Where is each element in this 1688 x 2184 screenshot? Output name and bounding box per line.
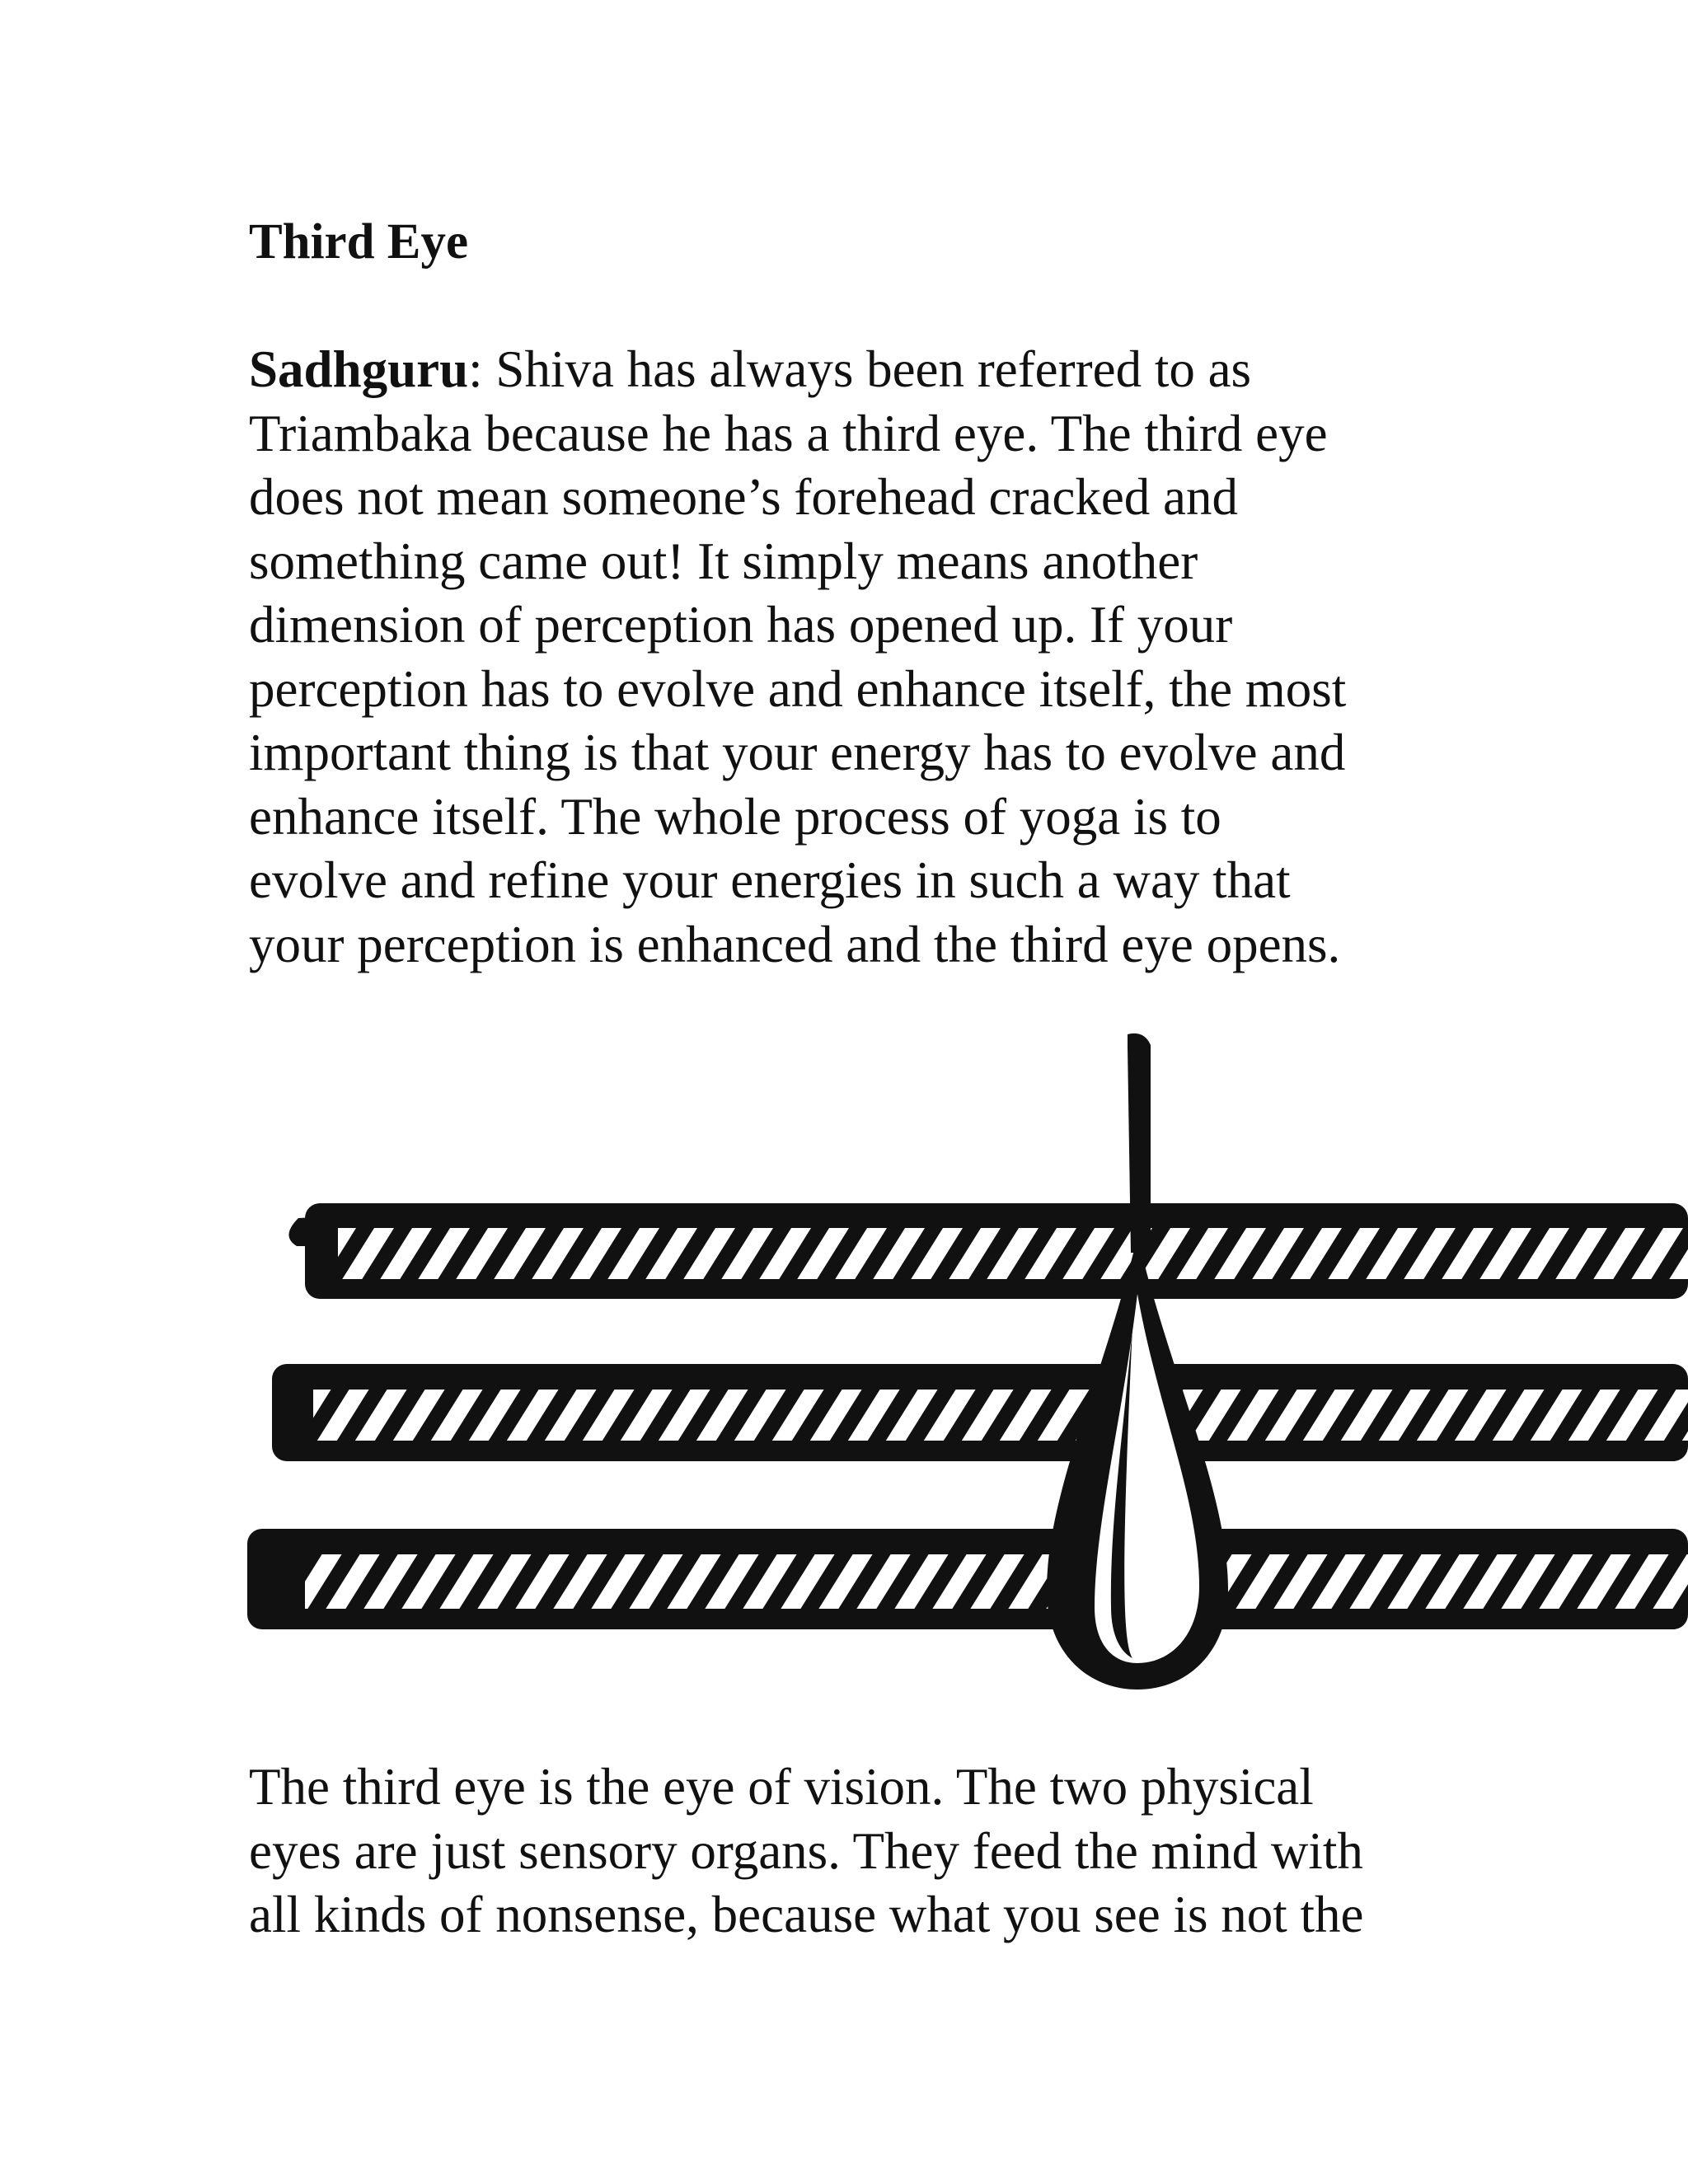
shiva-tilak-third-eye-icon: [247, 1030, 1688, 1706]
paragraph-line: does not mean someone’s forehead cracked and: [249, 468, 1239, 526]
paragraph-line: evolve and refine your energies in such a way that: [249, 851, 1291, 909]
paragraph-line: Triambaka because he has a third eye. The third eye: [249, 404, 1328, 462]
followup-paragraph: [249, 1755, 1485, 1947]
paragraph-line: your perception is enhanced and the third eye opens.: [249, 915, 1341, 973]
paragraph-line: The third eye is the eye of vision. The two physical: [249, 1758, 1314, 1816]
intro-paragraph: [249, 338, 1485, 977]
third-eye-mark: [1047, 1033, 1228, 1690]
paragraph-line: important thing is that your energy has to evolve and: [249, 724, 1346, 781]
paragraph-line: dimension of perception has opened up. If your: [249, 596, 1233, 654]
tilak-band-bottom: [247, 1529, 1688, 1629]
paragraph-line: perception has to evolve and enhance itself, the most: [249, 659, 1347, 718]
paragraph-line: [249, 338, 1485, 402]
tilak-band-middle: [272, 1364, 1688, 1461]
page-title: Third Eye: [249, 214, 469, 269]
tilak-band-top: [288, 1203, 1688, 1299]
paragraph-line: eyes are just sensory organs. They feed the mind with: [249, 1821, 1363, 1880]
speaker-name: Sadhguru: [249, 340, 469, 398]
paragraph-line: enhance itself. The whole process of yoga is to: [249, 787, 1221, 846]
paragraph-line: something came out! It simply means another: [249, 532, 1198, 590]
paragraph-line: all kinds of nonsense, because what you see is not the: [249, 1886, 1364, 1943]
line-text: : Shiva has always been referred to as: [468, 340, 1252, 398]
